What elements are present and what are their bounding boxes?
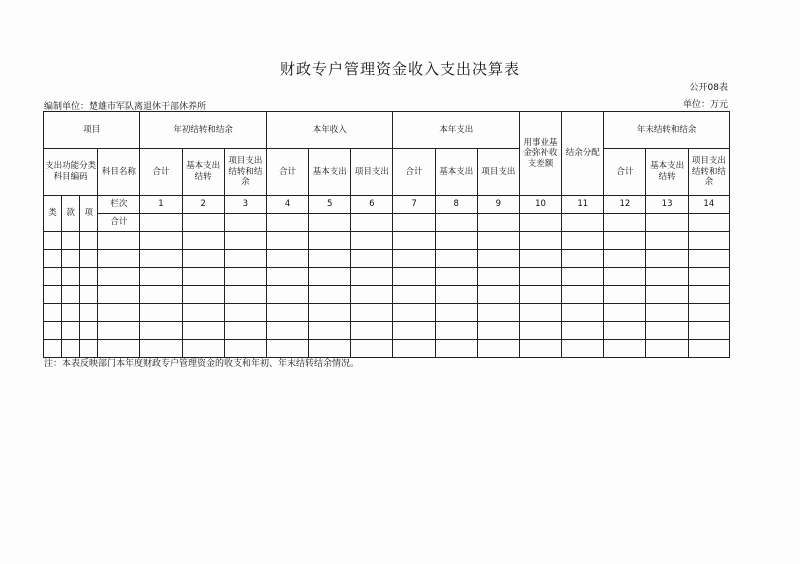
header-distribution: 结余分配 [562,112,604,196]
table-row [44,250,730,268]
table-cell [309,268,351,286]
table-cell [562,340,604,358]
table-cell [266,250,308,268]
table-cell [309,340,351,358]
table-cell [477,214,519,232]
table-cell [266,286,308,304]
header-begin-total: 合计 [140,149,182,196]
table-cell [435,268,477,286]
table-cell [646,268,688,286]
table-cell [562,214,604,232]
column-number: 12 [604,196,646,214]
table-cell [351,322,393,340]
table-cell [604,286,646,304]
table-cell [44,232,62,250]
table-cell [62,232,80,250]
table-cell [98,340,140,358]
table-cell [80,304,98,322]
table-cell [224,250,266,268]
header-expense: 本年支出 [393,112,520,149]
table-cell [646,304,688,322]
table-cell [393,268,435,286]
organization-label: 编制单位：楚雄市军队离退休干部休养所 [44,102,207,112]
column-number: 9 [477,196,519,214]
table-cell [266,214,308,232]
total-row-label: 合计 [98,214,140,232]
table-cell [393,304,435,322]
table-cell [44,286,62,304]
table-cell [519,250,561,268]
table-cell [604,304,646,322]
table-cell [435,250,477,268]
header-expense-basic: 基本支出 [435,149,477,196]
table-cell [44,250,62,268]
table-cell [688,250,729,268]
table-cell [80,286,98,304]
table-cell [224,322,266,340]
table-row [44,340,730,358]
column-number: 5 [309,196,351,214]
table-cell [646,250,688,268]
table-cell [646,232,688,250]
table-cell [62,340,80,358]
table-cell [98,250,140,268]
table-cell [604,340,646,358]
table-row [44,322,730,340]
table-cell [80,250,98,268]
table-cell [519,286,561,304]
column-number: 2 [182,196,224,214]
table-cell [562,304,604,322]
column-number: 13 [646,196,688,214]
table-cell [562,286,604,304]
table-cell [688,286,729,304]
table-cell [98,232,140,250]
table-cell [309,304,351,322]
table-cell [393,322,435,340]
table-cell [435,322,477,340]
table-cell [266,304,308,322]
header-subject-name: 科目名称 [98,149,140,196]
table-cell [435,214,477,232]
table-cell [604,268,646,286]
table-cell [44,268,62,286]
table-cell [98,322,140,340]
table-cell [435,286,477,304]
table-cell [477,286,519,304]
header-subsidy: 用事业基金弥补收支差额 [519,112,561,196]
table-cell [688,322,729,340]
table-cell [351,286,393,304]
table-cell [44,322,62,340]
table-cell [140,304,182,322]
table-cell [477,232,519,250]
table-cell [224,340,266,358]
table-cell [80,340,98,358]
column-number: 8 [435,196,477,214]
table-cell [688,214,729,232]
table-cell [98,268,140,286]
table-cell [309,286,351,304]
header-cat: 类 [44,196,62,232]
table-cell [351,250,393,268]
table-cell [688,340,729,358]
column-number: 7 [393,196,435,214]
table-row [44,304,730,322]
table-cell [224,214,266,232]
column-number: 14 [688,196,729,214]
table-cell [182,250,224,268]
table-cell [80,322,98,340]
table-cell [604,232,646,250]
header-income-project: 项目支出 [351,149,393,196]
table-cell [98,304,140,322]
table-cell [646,286,688,304]
table-cell [140,214,182,232]
table-cell [562,322,604,340]
column-number-label: 栏次 [98,196,140,214]
table-cell [519,304,561,322]
table-cell [98,286,140,304]
report-table [43,111,730,358]
table-cell [477,340,519,358]
table-cell [62,322,80,340]
column-number: 3 [224,196,266,214]
table-cell [44,304,62,322]
table-cell [182,268,224,286]
table-cell [62,268,80,286]
table-cell [435,232,477,250]
table-cell [393,214,435,232]
table-cell [477,268,519,286]
table-cell [688,304,729,322]
header-end-basic: 基本支出结转 [646,149,688,196]
table-cell [562,250,604,268]
table-cell [519,268,561,286]
table-cell [477,250,519,268]
page-title: 财政专户管理资金收入支出决算表 [279,60,520,78]
header-expense-project: 项目支出 [477,149,519,196]
table-cell [646,340,688,358]
column-number: 4 [266,196,308,214]
unit-label: 单位：万元 [682,100,728,110]
table-cell [562,268,604,286]
header-begin-project: 项目支出结转和结余 [224,149,266,196]
table-cell [140,268,182,286]
header-xiang: 项 [80,196,98,232]
table-cell [224,286,266,304]
table-cell [266,322,308,340]
table-cell [140,250,182,268]
column-number: 1 [140,196,182,214]
table-cell [604,322,646,340]
table-cell [351,304,393,322]
header-income-basic: 基本支出 [309,149,351,196]
table-note: 注：本表反映部门本年度财政专户管理资金的收支和年初、年末结转结余情况。 [44,359,360,369]
table-cell [309,232,351,250]
header-income-total: 合计 [266,149,308,196]
table-row [44,286,730,304]
table-cell [140,340,182,358]
table-cell [393,286,435,304]
table-cell [519,214,561,232]
table-cell [182,304,224,322]
total-row [44,214,730,232]
table-cell [519,322,561,340]
header-begin-basic: 基本支出结转 [182,149,224,196]
column-number: 6 [351,196,393,214]
table-row [44,268,730,286]
table-cell [62,304,80,322]
table-cell [604,214,646,232]
form-code: 公开08表 [689,83,728,93]
table-cell [80,268,98,286]
table-cell [80,232,98,250]
table-cell [393,250,435,268]
table-cell [477,304,519,322]
table-cell [351,214,393,232]
table-cell [266,232,308,250]
header-func-code: 支出功能分类科目编码 [44,149,98,196]
table-cell [182,340,224,358]
table-cell [646,322,688,340]
header-end-balance: 年末结转和结余 [604,112,730,149]
table-cell [351,340,393,358]
table-cell [266,340,308,358]
header-end-total: 合计 [604,149,646,196]
table-cell [435,304,477,322]
table-cell [309,214,351,232]
table-cell [224,232,266,250]
table-cell [140,286,182,304]
table-cell [182,286,224,304]
table-cell [604,250,646,268]
header-project: 项目 [44,112,140,149]
table-cell [393,340,435,358]
table-cell [688,268,729,286]
table-cell [351,268,393,286]
table-cell [351,232,393,250]
table-row [44,232,730,250]
table-cell [62,250,80,268]
header-income: 本年收入 [266,112,393,149]
table-cell [224,268,266,286]
table-cell [519,232,561,250]
header-end-project: 项目支出结转和结余 [688,149,729,196]
table-cell [182,214,224,232]
column-number: 11 [562,196,604,214]
header-expense-total: 合计 [393,149,435,196]
table-cell [44,340,62,358]
header-begin-balance: 年初结转和结余 [140,112,267,149]
table-cell [435,340,477,358]
table-cell [266,268,308,286]
table-cell [309,250,351,268]
table-cell [519,340,561,358]
table-cell [140,232,182,250]
table-cell [393,232,435,250]
table-cell [224,304,266,322]
table-cell [309,322,351,340]
table-cell [140,322,182,340]
table-cell [477,322,519,340]
column-number: 10 [519,196,561,214]
table-cell [688,232,729,250]
table-cell [646,214,688,232]
header-kuan: 款 [62,196,80,232]
table-cell [62,286,80,304]
table-cell [182,322,224,340]
table-cell [562,232,604,250]
table-cell [182,232,224,250]
